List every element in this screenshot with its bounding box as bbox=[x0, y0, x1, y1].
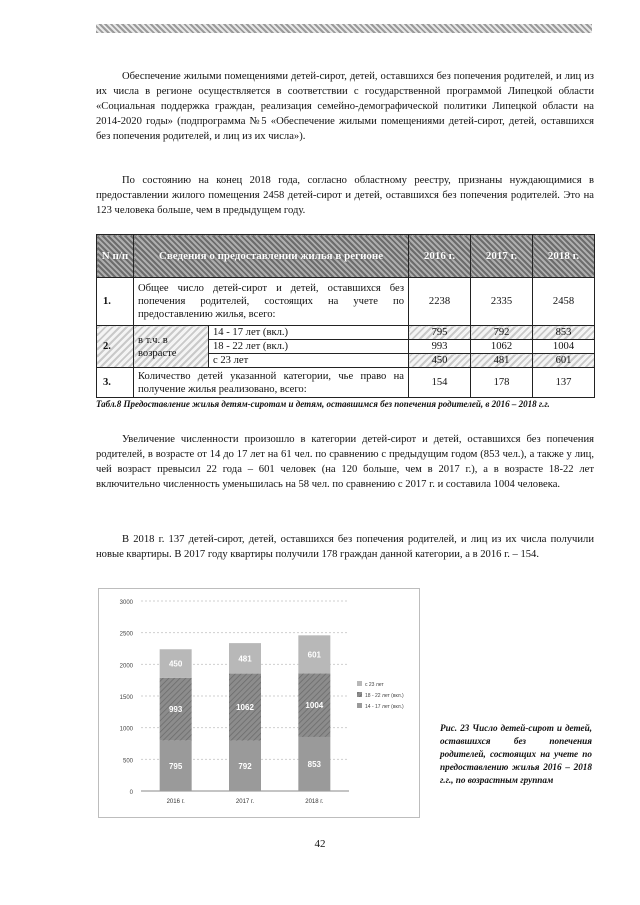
row-description: Общее число детей-сирот и детей, оставшихся без попечения родителей, состоящих на учете по предоставлению жилья, всего: bbox=[134, 278, 409, 326]
y-tick-label: 0 bbox=[129, 790, 133, 796]
page-number: 42 bbox=[314, 838, 326, 850]
legend-label: 14 - 17 лет (вкл.) bbox=[365, 704, 404, 710]
legend-swatch bbox=[357, 681, 362, 686]
table-row bbox=[97, 368, 595, 398]
chart-frame bbox=[98, 588, 420, 818]
cell-2016: 2238 bbox=[409, 278, 471, 326]
paragraph-apartments-received: В 2018 г. 137 детей-сирот, детей, оставшихся без попечения родителей, и лиц из их числа получили новые квартиры. В 2017 году квартиры получили 178 граждан данной категории, а в 2016 г. – 154. bbox=[96, 534, 594, 560]
y-tick-label: 1500 bbox=[119, 695, 133, 701]
legend-swatch bbox=[357, 692, 362, 697]
table-header-row bbox=[97, 235, 595, 278]
cell-2016: 993 bbox=[409, 340, 471, 354]
y-tick-label: 500 bbox=[122, 758, 133, 765]
row-number: 1. bbox=[97, 278, 134, 326]
bar-data-label: 1004 bbox=[305, 701, 324, 711]
table-caption: Табл.8 Предоставление жилья детям-сиротам и детям, оставшимся без попечения родителей, в 2016 – 2018 г.г. bbox=[96, 399, 550, 409]
header-description: Сведения о предоставлении жилья в регионе bbox=[134, 235, 409, 278]
cell-2018: 601 bbox=[533, 354, 595, 368]
age-group-18-22: 18 - 22 лет (вкл.) bbox=[209, 340, 409, 354]
figure-caption: Рис. 23 Число детей-сирот и детей, оставшихся без попечения родителей, состоящих на учете по предоставлению жилья 2016 – 2018 г.г., по возрастным группам bbox=[440, 723, 592, 785]
bar-data-label: 601 bbox=[307, 650, 322, 660]
cell-2016: 795 bbox=[409, 326, 471, 340]
bar-data-label: 1062 bbox=[236, 703, 254, 713]
header-decorative-band bbox=[96, 24, 592, 33]
row-number: 2. bbox=[97, 326, 134, 368]
cell-2017: 178 bbox=[471, 368, 533, 398]
header-2018: 2018 г. bbox=[533, 235, 595, 278]
legend-label: с 23 лет bbox=[365, 682, 384, 688]
bar-data-label: 853 bbox=[307, 759, 322, 769]
y-tick-label: 1000 bbox=[119, 726, 133, 733]
bar-data-label: 795 bbox=[168, 761, 183, 771]
bar-data-label: 481 bbox=[238, 654, 252, 664]
legend-swatch bbox=[357, 703, 362, 708]
cell-2017: 481 bbox=[471, 354, 533, 368]
header-num: N п/п bbox=[97, 235, 134, 278]
cell-2016: 154 bbox=[409, 368, 471, 398]
age-group-14-17: 14 - 17 лет (вкл.) bbox=[209, 326, 409, 340]
age-group-label: в т.ч. в возрасте bbox=[134, 326, 209, 368]
y-tick-label: 2500 bbox=[119, 631, 133, 638]
paragraph-population-change: Увеличение численности произошло в категории детей-сирот и детей, оставшихся без попечения родителей, в возрасте от 14 до 17 лет на 61 чел. по сравнению с предыдущим годом (853 чел.), а также у лиц, чей возраст превысил 22 года – 601 человек (на 120 больше, чем в 2017 г.), а в возрасте 18-22 лет включительно численность уменьшилась на 58 чел. по сравнению с 2017 г. и составила 1004 человека. bbox=[96, 434, 594, 490]
cell-2018: 2458 bbox=[533, 278, 595, 326]
age-group-23-plus: с 23 лет bbox=[209, 354, 409, 368]
cell-2018: 853 bbox=[533, 326, 595, 340]
legend-label: 18 - 22 лет (вкл.) bbox=[365, 693, 404, 699]
cell-2016: 450 bbox=[409, 354, 471, 368]
y-tick-label: 2000 bbox=[119, 663, 133, 670]
cell-2017: 2335 bbox=[471, 278, 533, 326]
row-number: 3. bbox=[97, 368, 134, 398]
paragraph-registry-status: По состоянию на конец 2018 года, согласно областному реестру, признаны нуждающимися в предоставлении жилого помещения 2458 детей-сирот и детей, оставшихся без попечения родителей. Это на 123 человека больше, чем в предыдущем году. bbox=[96, 175, 594, 216]
cell-2018: 1004 bbox=[533, 340, 595, 354]
bar-data-label: 450 bbox=[168, 659, 183, 669]
row-description: Количество детей указанной категории, чье право на получение жилья реализовано, всего: bbox=[134, 368, 409, 398]
housing-table bbox=[96, 234, 595, 398]
x-tick-label: 2016 г. bbox=[166, 799, 185, 805]
header-2017: 2017 г. bbox=[471, 235, 533, 278]
y-tick-label: 3000 bbox=[119, 600, 133, 606]
table-row bbox=[97, 278, 595, 326]
paragraph-housing-program: Обеспечение жилыми помещениями детей-сирот, детей, оставшихся без попечения родителей, и лиц из их числа в регионе осуществляется в соответствии с государственной программой Липецкой области «Социальная поддержка граждан, реализация семейно-демографической политики Липецкой области на 2014-2020 годы» (подпрограмма №5 «Обеспечение жилыми помещениями детей-сирот, детей, оставшихся без попечения родителей, и лиц из их числа»). bbox=[96, 71, 594, 142]
table-row bbox=[97, 326, 595, 340]
cell-2018: 137 bbox=[533, 368, 595, 398]
x-tick-label: 2018 г. bbox=[305, 799, 324, 805]
x-tick-label: 2017 г. bbox=[235, 799, 255, 805]
bar-data-label: 792 bbox=[238, 761, 252, 771]
cell-2017: 792 bbox=[471, 326, 533, 340]
bar-data-label: 993 bbox=[168, 705, 183, 715]
header-2016: 2016 г. bbox=[409, 235, 471, 278]
cell-2017: 1062 bbox=[471, 340, 533, 354]
stacked-bar-chart bbox=[99, 589, 419, 817]
